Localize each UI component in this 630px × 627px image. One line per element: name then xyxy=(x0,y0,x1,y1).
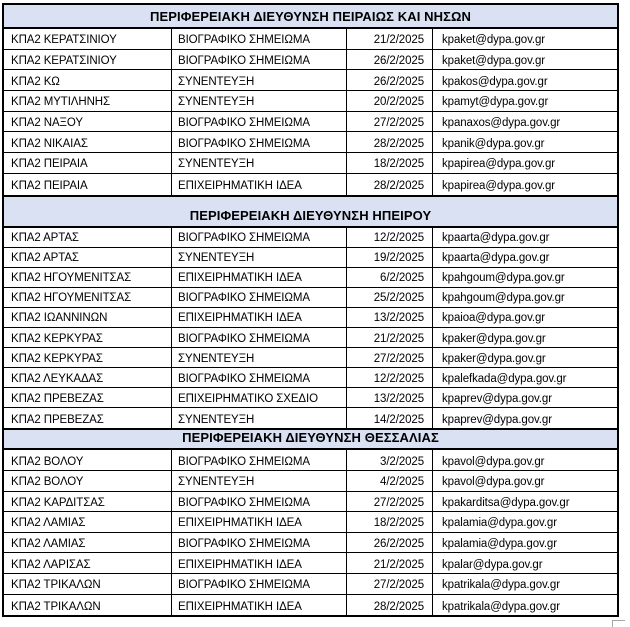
office-cell: ΚΠΑ2 ΛΕΥΚΑΔΑΣ xyxy=(4,368,172,387)
office-cell: ΚΠΑ2 ΠΕΙΡΑΙΑ xyxy=(4,153,172,173)
office-cell: ΚΠΑ2 ΚΩ xyxy=(4,70,172,90)
email-cell: kpaarta@dypa.gov.gr xyxy=(442,252,550,265)
office-cell: ΚΠΑ2 ΠΕΙΡΑΙΑ xyxy=(4,174,172,195)
date-cell: 18/2/2025 xyxy=(347,512,433,532)
email-cell: kpakos@dypa.gov.gr xyxy=(442,75,548,88)
date-cell: 3/2/2025 xyxy=(347,450,433,470)
appointment-type-cell: ΒΙΟΓΡΑΦΙΚΟ ΣΗΜΕΙΩΜΑ xyxy=(172,328,347,347)
table-row xyxy=(4,408,617,428)
table-row xyxy=(4,348,617,368)
office-cell: ΚΠΑ2 ΚΕΡΑΤΣΙΝΙΟΥ xyxy=(4,29,172,49)
office-cell: ΚΠΑ2 ΙΩΑΝΝΙΝΩΝ xyxy=(4,308,172,327)
office-cell: ΚΠΑ2 ΛΑΜΙΑΣ xyxy=(4,512,172,532)
section-header-title: ΠΕΡΙΦΕΡΕΙΑΚΗ ΔΙΕΥΘΥΝΣΗ ΗΠΕΙΡΟΥ xyxy=(4,197,617,228)
appointment-type-cell: ΣΥΝΕΝΤΕΥΞΗ xyxy=(172,91,347,111)
date-cell: 26/2/2025 xyxy=(347,70,433,90)
regional-directorate-schedule-table xyxy=(2,3,619,617)
office-cell: ΚΠΑ2 ΝΑΞΟΥ xyxy=(4,112,172,132)
office-cell: ΚΠΑ2 ΑΡΤΑΣ xyxy=(4,228,172,247)
appointment-type-cell: ΕΠΙΧΕΙΡΗΜΑΤΙΚΗ ΙΔΕΑ xyxy=(172,268,347,287)
office-cell: ΚΠΑ2 ΛΑΜΙΑΣ xyxy=(4,533,172,553)
appointment-type-cell: ΒΙΟΓΡΑΦΙΚΟ ΣΗΜΕΙΩΜΑ xyxy=(172,132,347,152)
office-cell: ΚΠΑ2 ΜΥΤΙΛΗΝΗΣ xyxy=(4,91,172,111)
date-cell: 4/2/2025 xyxy=(347,471,433,491)
table-row xyxy=(4,132,617,153)
appointment-type-cell: ΣΥΝΕΝΤΕΥΞΗ xyxy=(172,348,347,367)
appointment-type-cell: ΒΙΟΓΡΑΦΙΚΟ ΣΗΜΕΙΩΜΑ xyxy=(172,50,347,70)
table-row xyxy=(4,553,617,574)
email-cell: kpatrikala@dypa.gov.gr xyxy=(442,600,560,613)
appointment-type-cell: ΒΙΟΓΡΑΦΙΚΟ ΣΗΜΕΙΩΜΑ xyxy=(172,288,347,307)
table-row xyxy=(4,512,617,533)
section-header-title: ΠΕΡΙΦΕΡΕΙΑΚΗ ΔΙΕΥΘΥΝΣΗ ΘΕΣΣΑΛΙΑΣ xyxy=(4,430,617,450)
table-section xyxy=(4,197,617,431)
table-row xyxy=(4,288,617,308)
table-row xyxy=(4,308,617,328)
date-cell: 27/2/2025 xyxy=(347,348,433,367)
table-row xyxy=(4,112,617,133)
email-cell: kpanaxos@dypa.gov.gr xyxy=(442,116,561,129)
office-cell: ΚΠΑ2 ΗΓΟΥΜΕΝΙΤΣΑΣ xyxy=(4,288,172,307)
date-cell: 13/2/2025 xyxy=(347,388,433,407)
office-cell: ΚΠΑ2 ΒΟΛΟΥ xyxy=(4,450,172,470)
date-cell: 20/2/2025 xyxy=(347,91,433,111)
office-cell: ΚΠΑ2 ΚΕΡΑΤΣΙΝΙΟΥ xyxy=(4,50,172,70)
date-cell: 26/2/2025 xyxy=(347,533,433,553)
date-cell: 18/2/2025 xyxy=(347,153,433,173)
email-cell: kpaarta@dypa.gov.gr xyxy=(442,232,550,245)
appointment-type-cell: ΒΙΟΓΡΑΦΙΚΟ ΣΗΜΕΙΩΜΑ xyxy=(172,368,347,387)
section-header-title: ΠΕΡΙΦΕΡΕΙΑΚΗ ΔΙΕΥΘΥΝΣΗ ΠΕΙΡΑΙΩΣ ΚΑΙ ΝΗΣΩΝ xyxy=(4,5,617,29)
table-row xyxy=(4,533,617,554)
date-cell: 26/2/2025 xyxy=(347,50,433,70)
table-row xyxy=(4,492,617,513)
email-cell: kpaprev@dypa.gov.gr xyxy=(442,413,552,426)
email-cell: kpaker@dypa.gov.gr xyxy=(442,352,546,365)
table-row xyxy=(4,268,617,288)
date-cell: 13/2/2025 xyxy=(347,308,433,327)
office-cell: ΚΠΑ2 ΤΡΙΚΑΛΩΝ xyxy=(4,574,172,594)
appointment-type-cell: ΒΙΟΓΡΑΦΙΚΟ ΣΗΜΕΙΩΜΑ xyxy=(172,450,347,470)
email-cell: kpahgoum@dypa.gov.gr xyxy=(442,272,565,285)
table-row xyxy=(4,388,617,408)
table-row xyxy=(4,595,617,616)
table-row xyxy=(4,29,617,50)
email-cell: kpaket@dypa.gov.gr xyxy=(442,34,545,47)
date-cell: 28/2/2025 xyxy=(347,174,433,195)
email-cell: kpaioa@dypa.gov.gr xyxy=(442,312,546,325)
date-cell: 28/2/2025 xyxy=(347,595,433,616)
email-cell: kpahgoum@dypa.gov.gr xyxy=(442,292,565,305)
date-cell: 28/2/2025 xyxy=(347,132,433,152)
date-cell: 6/2/2025 xyxy=(347,268,433,287)
appointment-type-cell: ΒΙΟΓΡΑΦΙΚΟ ΣΗΜΕΙΩΜΑ xyxy=(172,112,347,132)
office-cell: ΚΠΑ2 ΚΕΡΚΥΡΑΣ xyxy=(4,328,172,347)
appointment-type-cell: ΕΠΙΧΕΙΡΗΜΑΤΙΚΗ ΙΔΕΑ xyxy=(172,595,347,616)
appointment-type-cell: ΕΠΙΧΕΙΡΗΜΑΤΙΚΗ ΙΔΕΑ xyxy=(172,174,347,195)
date-cell: 14/2/2025 xyxy=(347,408,433,428)
table-row xyxy=(4,368,617,388)
table-row xyxy=(4,248,617,268)
office-cell: ΚΠΑ2 ΝΙΚΑΙΑΣ xyxy=(4,132,172,152)
date-cell: 21/2/2025 xyxy=(347,328,433,347)
email-cell: kpamyt@dypa.gov.gr xyxy=(442,96,549,109)
email-cell: kpalamia@dypa.gov.gr xyxy=(442,537,557,550)
table-row xyxy=(4,228,617,248)
email-cell: kpaker@dypa.gov.gr xyxy=(442,332,546,345)
appointment-type-cell: ΒΙΟΓΡΑΦΙΚΟ ΣΗΜΕΙΩΜΑ xyxy=(172,533,347,553)
date-cell: 21/2/2025 xyxy=(347,29,433,49)
table-row xyxy=(4,574,617,595)
email-cell: kpapirea@dypa.gov.gr xyxy=(442,180,556,192)
date-cell: 19/2/2025 xyxy=(347,248,433,267)
email-cell: kpanik@dypa.gov.gr xyxy=(442,137,545,150)
email-cell: kpavol@dypa.gov.gr xyxy=(442,455,545,468)
appointment-type-cell: ΒΙΟΓΡΑΦΙΚΟ ΣΗΜΕΙΩΜΑ xyxy=(172,29,347,49)
appointment-type-cell: ΒΙΟΓΡΑΦΙΚΟ ΣΗΜΕΙΩΜΑ xyxy=(172,574,347,594)
table-row xyxy=(4,471,617,492)
table-row xyxy=(4,50,617,71)
table-section xyxy=(4,5,617,197)
email-cell: kpatrikala@dypa.gov.gr xyxy=(442,579,560,592)
email-cell: kpaket@dypa.gov.gr xyxy=(442,54,545,67)
table-row xyxy=(4,91,617,112)
appointment-type-cell: ΣΥΝΕΝΤΕΥΞΗ xyxy=(172,408,347,428)
date-cell: 25/2/2025 xyxy=(347,288,433,307)
date-cell: 27/2/2025 xyxy=(347,112,433,132)
appointment-type-cell: ΕΠΙΧΕΙΡΗΜΑΤΙΚΗ ΙΔΕΑ xyxy=(172,308,347,327)
office-cell: ΚΠΑ2 ΒΟΛΟΥ xyxy=(4,471,172,491)
email-cell: kpalar@dypa.gov.gr xyxy=(442,558,543,571)
appointment-type-cell: ΣΥΝΕΝΤΕΥΞΗ xyxy=(172,471,347,491)
date-cell: 21/2/2025 xyxy=(347,553,433,573)
appointment-type-cell: ΕΠΙΧΕΙΡΗΜΑΤΙΚΗ ΙΔΕΑ xyxy=(172,553,347,573)
office-cell: ΚΠΑ2 ΤΡΙΚΑΛΩΝ xyxy=(4,595,172,616)
email-cell: kpakarditsa@dypa.gov.gr xyxy=(442,496,570,509)
office-cell: ΚΠΑ2 ΚΑΡΔΙΤΣΑΣ xyxy=(4,492,172,512)
date-cell: 27/2/2025 xyxy=(347,574,433,594)
email-cell: kpavol@dypa.gov.gr xyxy=(442,476,545,489)
email-cell: kpaprev@dypa.gov.gr xyxy=(442,392,552,405)
table-section xyxy=(4,430,617,615)
office-cell: ΚΠΑ2 ΠΡΕΒΕΖΑΣ xyxy=(4,408,172,428)
date-cell: 27/2/2025 xyxy=(347,492,433,512)
appointment-type-cell: ΣΥΝΕΝΤΕΥΞΗ xyxy=(172,70,347,90)
email-cell: kpapirea@dypa.gov.gr xyxy=(442,158,556,171)
office-cell: ΚΠΑ2 ΑΡΤΑΣ xyxy=(4,248,172,267)
appointment-type-cell: ΣΥΝΕΝΤΕΥΞΗ xyxy=(172,248,347,267)
email-cell: kpalamia@dypa.gov.gr xyxy=(442,517,557,530)
table-row xyxy=(4,153,617,174)
office-cell: ΚΠΑ2 ΠΡΕΒΕΖΑΣ xyxy=(4,388,172,407)
table-row xyxy=(4,174,617,195)
appointment-type-cell: ΕΠΙΧΕΙΡΗΜΑΤΙΚΟ ΣΧΕΔΙΟ xyxy=(172,388,347,407)
date-cell: 12/2/2025 xyxy=(347,228,433,247)
office-cell: ΚΠΑ2 ΛΑΡΙΣΑΣ xyxy=(4,553,172,573)
appointment-type-cell: ΕΠΙΧΕΙΡΗΜΑΤΙΚΗ ΙΔΕΑ xyxy=(172,512,347,532)
table-row xyxy=(4,70,617,91)
appointment-type-cell: ΒΙΟΓΡΑΦΙΚΟ ΣΗΜΕΙΩΜΑ xyxy=(172,492,347,512)
date-cell: 12/2/2025 xyxy=(347,368,433,387)
appointment-type-cell: ΣΥΝΕΝΤΕΥΞΗ xyxy=(172,153,347,173)
table-row xyxy=(4,328,617,348)
appointment-type-cell: ΒΙΟΓΡΑΦΙΚΟ ΣΗΜΕΙΩΜΑ xyxy=(172,228,347,247)
office-cell: ΚΠΑ2 ΚΕΡΚΥΡΑΣ xyxy=(4,348,172,367)
email-cell: kpalefkada@dypa.gov.gr xyxy=(442,372,567,385)
office-cell: ΚΠΑ2 ΗΓΟΥΜΕΝΙΤΣΑΣ xyxy=(4,268,172,287)
table-row xyxy=(4,450,617,471)
